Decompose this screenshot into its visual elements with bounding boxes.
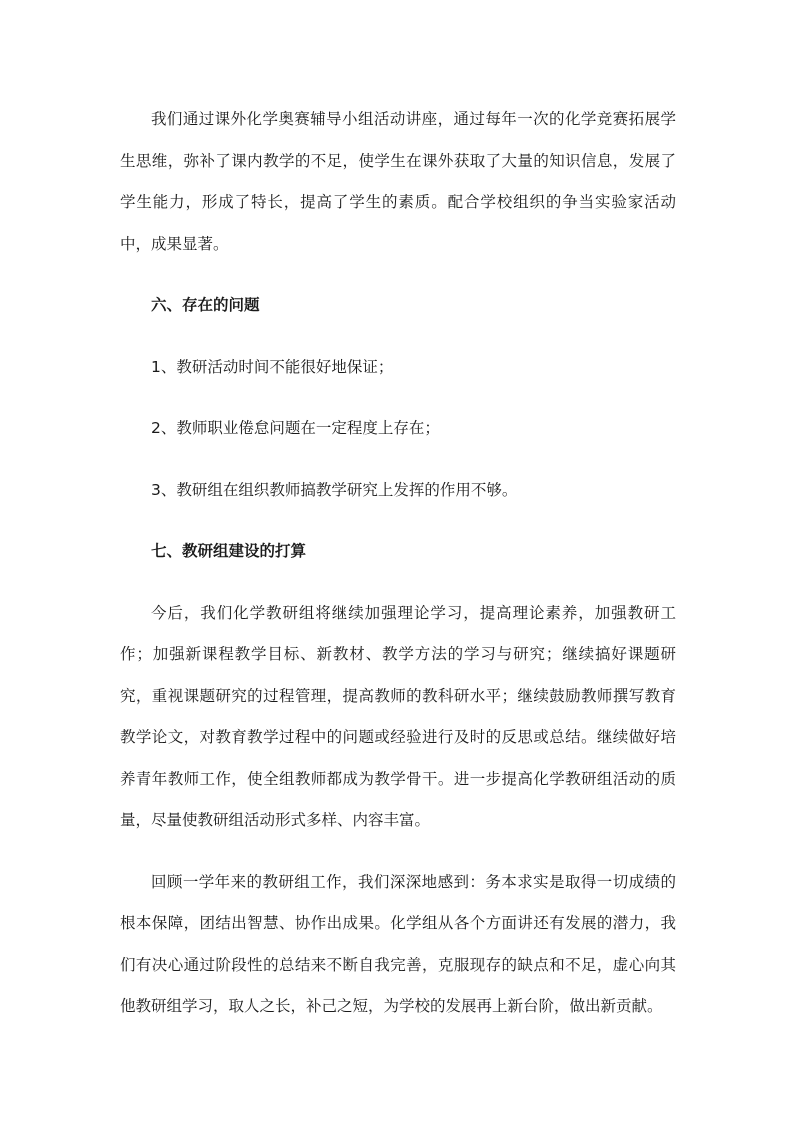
paragraph-activities: 我们通过课外化学奥赛辅导小组活动讲座，通过每年一次的化学竞赛拓展学生思维，弥补了课内教学的不足，使学生在课外获取了大量的知识信息，发展了学生能力，形成了特长，提高了学生的素质。配合学校组织的争当实验家活动中，成果显著。 xyxy=(120,110,676,253)
paragraph-review: 回顾一学年来的教研组工作，我们深深地感到：务本求实是取得一切成绩的根本保障，团结出智慧、协作出成果。化学组从各个方面讲还有发展的潜力，我们有决心通过阶段性的总结来不断自我完善，克服现存的缺点和不足，虚心向其他教研组学习，取人之长，补己之短，为学校的发展再上新台阶，做出新贡献。 xyxy=(120,872,676,1015)
heading-problems: 六、存在的问题 xyxy=(151,296,260,314)
list-item-problem-1: 1、教研活动时间不能很好地保证； xyxy=(151,357,394,376)
paragraph-plans: 今后，我们化学教研组将继续加强理论学习，提高理论素养，加强教研工作；加强新课程教学目标、新教材、教学方法的学习与研究；继续搞好课题研究，重视课题研究的过程管理，提高教师的教科研水平；继续鼓励教师撰写教育教学论文，对教育教学过程中的问题或经验进行及时的反思或总结。继续做好培养青年教师工作，使全组教师都成为教学骨干。进一步提高化学教研组活动的质量，尽量使教研组活动形式多样、内容丰富。 xyxy=(120,603,676,829)
document-page xyxy=(120,0,676,1028)
list-item-problem-3: 3、教研组在组织教师搞教学研究上发挥的作用不够。 xyxy=(151,480,518,499)
list-item-problem-2: 2、教师职业倦怠问题在一定程度上存在； xyxy=(151,419,440,437)
heading-plans: 七、教研组建设的打算 xyxy=(151,542,307,560)
